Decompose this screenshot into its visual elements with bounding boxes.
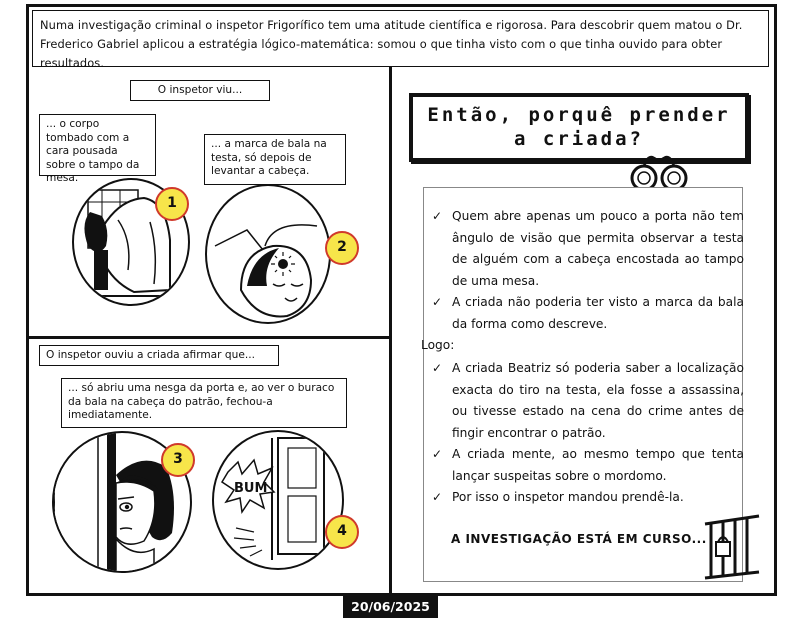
jail-cell-icon bbox=[703, 512, 761, 582]
sound-effect-text: BUM bbox=[234, 481, 268, 496]
reasoning-point-text: Quem abre apenas um pouco a porta não tem ângulo de visão que permita observar a testa de alguém com a cabeça encostada ao tampo de uma mesa. bbox=[452, 209, 744, 288]
investigation-status: A INVESTIGAÇÃO ESTÁ EM CURSO... bbox=[451, 532, 707, 546]
saw-heading: O inspetor viu... bbox=[130, 80, 270, 101]
date-badge: 20/06/2025 bbox=[343, 595, 438, 618]
badge-4: 4 bbox=[325, 515, 359, 549]
door-slam-illustration bbox=[214, 432, 344, 570]
conclusion-point-text: A criada Beatriz só poderia saber a localização exacta do tiro na testa, ela fosse a assassina, ou tivesse estado na cena do crime antes de fingir encontrar o patrão. bbox=[452, 361, 744, 440]
reasoning-point-text: A criada não poderia ter visto a marca da bala da forma como descreve. bbox=[452, 295, 744, 331]
reasoning-points bbox=[422, 206, 744, 335]
panel-divider-horizontal bbox=[26, 336, 391, 339]
conclusion-point-text: Por isso o inspetor mandou prendê-la. bbox=[452, 490, 684, 504]
saw-caption-1: ... o corpo tombado com a cara pousada sobre o tampo da mesa. bbox=[39, 114, 156, 176]
bullet-mark-illustration bbox=[207, 186, 331, 324]
panel-divider-vertical bbox=[389, 67, 392, 596]
check-icon: ✓ bbox=[432, 209, 443, 223]
check-icon: ✓ bbox=[432, 447, 443, 461]
intro-text: Numa investigação criminal o inspetor Frigorífico tem uma atitude científica e rigorosa. Para descobrir quem matou o Dr. Frederico Gabriel aplicou a estratégia lógico-matemática: somou o que tinha visto com o que tinha ouvido para obter resultados. bbox=[32, 10, 769, 67]
badge-1: 1 bbox=[155, 187, 189, 221]
saw-caption-2: ... a marca de bala na testa, só depois de levantar a cabeça. bbox=[204, 134, 346, 185]
conclusion-points bbox=[422, 358, 744, 509]
reasoning-point bbox=[422, 292, 744, 335]
conclusion-point bbox=[422, 444, 744, 487]
scene-door-slam bbox=[212, 430, 344, 570]
reasoning-point bbox=[422, 206, 744, 292]
page-title: Então, porquê prender a criada? bbox=[409, 93, 749, 162]
scene-bullet-mark bbox=[205, 184, 331, 324]
check-icon: ✓ bbox=[432, 295, 443, 309]
badge-3: 3 bbox=[161, 443, 195, 477]
check-icon: ✓ bbox=[432, 361, 443, 375]
conclusion-point-text: A criada mente, ao mesmo tempo que tenta lançar suspeitas sobre o mordomo. bbox=[452, 447, 744, 483]
heard-heading: O inspetor ouviu a criada afirmar que... bbox=[39, 345, 279, 366]
check-icon: ✓ bbox=[432, 490, 443, 504]
logo-label: Logo: bbox=[421, 338, 455, 352]
badge-2: 2 bbox=[325, 231, 359, 265]
heard-caption: ... só abriu uma nesga da porta e, ao ver o buraco da bala na cabeça do patrão, fechou-a imediatamente. bbox=[61, 378, 347, 428]
conclusion-point bbox=[422, 358, 744, 444]
conclusion-point bbox=[422, 487, 744, 509]
